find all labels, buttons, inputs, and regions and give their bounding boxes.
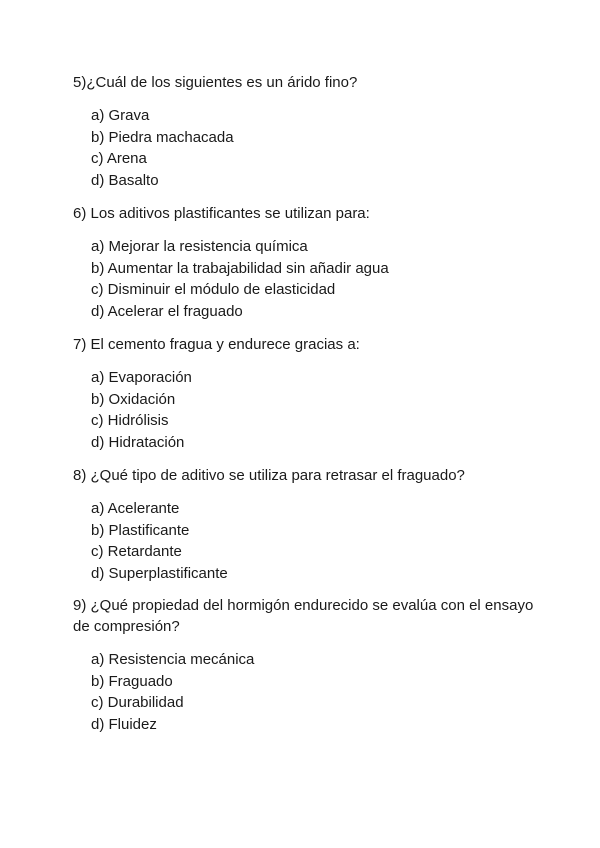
option-a: a) Resistencia mecánica: [91, 651, 255, 668]
option-b: b) Plastificante: [91, 521, 190, 539]
options-list: [91, 649, 543, 735]
option-d: d) Basalto: [91, 171, 159, 189]
options-list: [91, 236, 543, 322]
option-b: b) Fraguado: [91, 672, 173, 690]
option-a: a) Evaporación: [91, 369, 192, 386]
question-text: 8) ¿Qué tipo de aditivo se utiliza para retrasar el fraguado?: [73, 467, 465, 484]
option-d: d) Acelerar el fraguado: [91, 302, 243, 320]
option-c: c) Hidrólisis: [91, 412, 169, 429]
option-d: d) Fluidez: [91, 715, 157, 733]
option-d: d) Hidratación: [91, 433, 185, 451]
question-9: [73, 595, 543, 735]
option-a: a) Grava: [91, 107, 150, 124]
question-8: [73, 465, 543, 584]
option-c: c) Disminuir el módulo de elasticidad: [91, 281, 336, 298]
options-list: [91, 105, 543, 191]
option-c: c) Arena: [91, 150, 147, 167]
question-6: [73, 203, 543, 322]
question-text: 5)¿Cuál de los siguientes es un árido fino?: [73, 74, 358, 91]
option-c: c) Durabilidad: [91, 694, 184, 711]
option-b: b) Piedra machacada: [91, 128, 234, 146]
option-c: c) Retardante: [91, 543, 182, 560]
option-d: d) Superplastificante: [91, 564, 228, 582]
question-text: 6) Los aditivos plastificantes se utilizan para:: [73, 205, 370, 222]
options-list: [91, 367, 543, 453]
option-b: b) Aumentar la trabajabilidad sin añadir agua: [91, 259, 389, 277]
question-text: 7) El cemento fragua y endurece gracias a:: [73, 336, 360, 353]
option-a: a) Mejorar la resistencia química: [91, 238, 308, 255]
question-5: [73, 72, 543, 191]
option-a: a) Acelerante: [91, 500, 180, 517]
question-text: 9) ¿Qué propiedad del hormigón endurecido se evalúa con el ensayo de compresión?: [73, 597, 534, 635]
options-list: [91, 498, 543, 584]
question-7: [73, 334, 543, 453]
option-b: b) Oxidación: [91, 390, 176, 408]
